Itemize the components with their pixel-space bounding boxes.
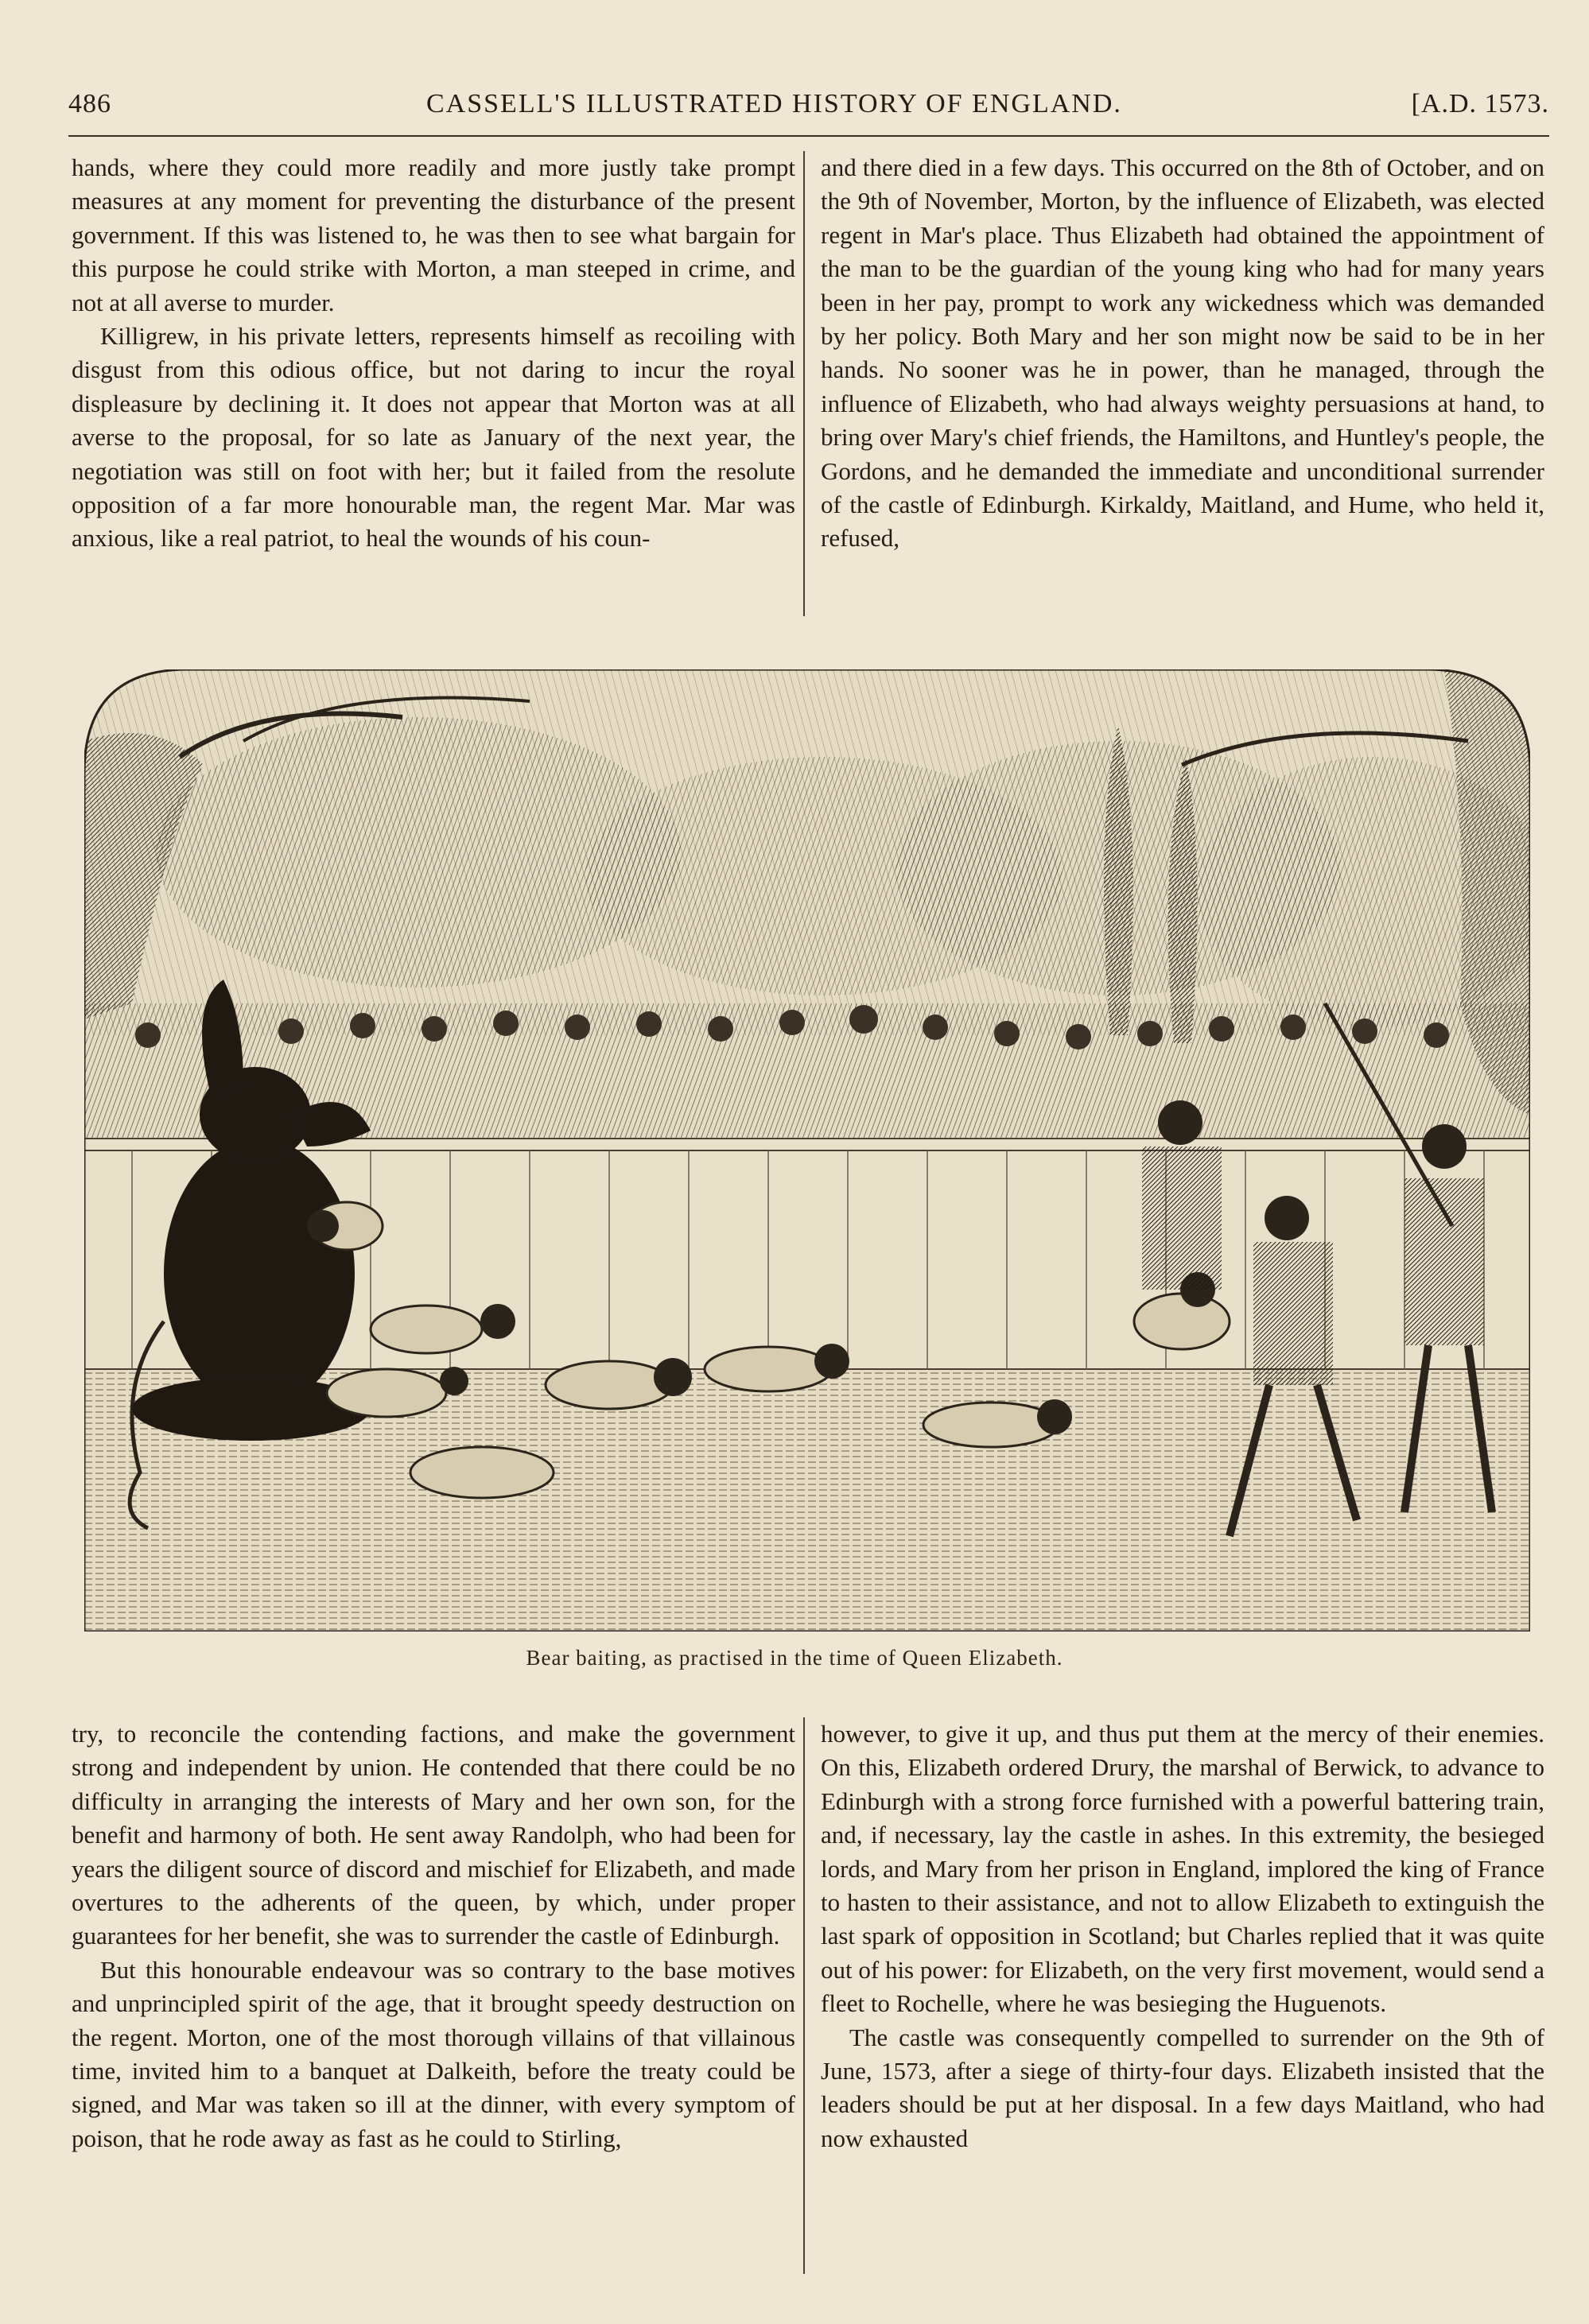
paragraph: and there died in a few days. This occurred on the 8th of October, and on the 9th of November, Morton, by the influence of Elizabeth, was elected regent in Mar's place. Thus Elizabeth had obtained the appointment of the man to be the guardian of the young king who had for many years been in her pay, prompt to work any wickedness which was demanded by her policy. Both Mary and her son might now be said to be in her hands. No sooner was he in power, than he managed, through the influence of Elizabeth, who had always weighty persuasions at hand, to bring over Mary's chief friends, the Hamiltons, and Huntley's people, the Gordons, and he demanded the immediate and unconditional surrender of the castle of Edinburgh. Kirkaldy, Maitland, and Hume, who held it, refused,	[821, 153, 1544, 553]
paragraph: try, to reconcile the contending factions, and make the government strong and independent by union. He contended that there could be no difficulty in arranging the interests of Mary and her own son, for the benefit and harmony of both. He sent away Randolph, who had been for years the diligent source of discord and mischief for Elizabeth, and made overtures to the adherents of the queen, by which, under proper guarantees for her benefit, she was to surrender the castle of Edinburgh.	[72, 1720, 795, 1950]
paragraph: however, to give it up, and thus put them at the mercy of their enemies. On this, Elizabeth ordered Drury, the marshal of Berwick, to advance to Edinburgh with a strong force furnished with a powerful battering train, and, if necessary, lay the castle in ashes. In this extremity, the besieged lords, and Mary from her prison in England, implored the king of France to hasten to their assistance, and not to allow Elizabeth to extinguish the last spark of opposition in Scotland; but Charles replied that it was quite out of his power: for Elizabeth, on the very first movement, would send a fleet to Rochelle, where he was besieging the Huguenots.	[821, 1720, 1544, 2018]
paragraph: hands, where they could more readily and more justly take prompt measures at any moment for preventing the disturbance of the present government. If this was listened to, he was then to see what bargain for this purpose he could strike with Morton, a man steeped in crime, and not at all averse to murder.	[72, 153, 795, 316]
paragraph: But this honourable endeavour was so contrary to the base motives and unprincipled spirit of the age, that it brought speedy destruction on the regent. Morton, one of the most thorough villains of that villainous time, invited him to a banquet at Dalkeith, before the treaty could be signed, and Mar was taken so ill at the dinner, with every symptom of poison, that he rode away as fast as he could to Stirling,	[72, 1955, 795, 2152]
page-number: 486	[68, 89, 111, 118]
column-divider	[803, 151, 805, 616]
header-date: [A.D. 1573.	[1411, 89, 1549, 118]
figure-caption: Bear baiting, as practised in the time of Queen Elizabeth.	[526, 1646, 1063, 1670]
column-top-left	[72, 151, 795, 624]
engraving-bear-baiting	[84, 669, 1530, 1631]
column-divider	[803, 1717, 805, 2274]
column-bottom-right	[821, 1717, 1544, 2290]
running-header	[68, 89, 1549, 129]
column-bottom-left	[72, 1717, 795, 2290]
column-top-right	[821, 151, 1544, 624]
paragraph: The castle was consequently compelled to surrender on the 9th of June, 1573, after a siege of thirty-four days. Elizabeth insisted that the leaders should be put at her disposal. In a few days Maitland, who had now exhausted	[821, 2023, 1544, 2152]
running-title: CASSELL'S ILLUSTRATED HISTORY OF ENGLAND.	[426, 89, 1122, 118]
paragraph: Killigrew, in his private letters, represents himself as recoiling with disgust from this odious office, but not daring to incur the royal displeasure by declining it. It does not appear that Morton was at all averse to the proposal, for so late as January of the next year, the negotiation was still on foot with her; but it failed from the resolute opposition of a far more honourable man, the regent Mar. Mar was anxious, like a real patriot, to heal the wounds of his coun-	[72, 322, 795, 553]
header-rule	[68, 135, 1549, 137]
